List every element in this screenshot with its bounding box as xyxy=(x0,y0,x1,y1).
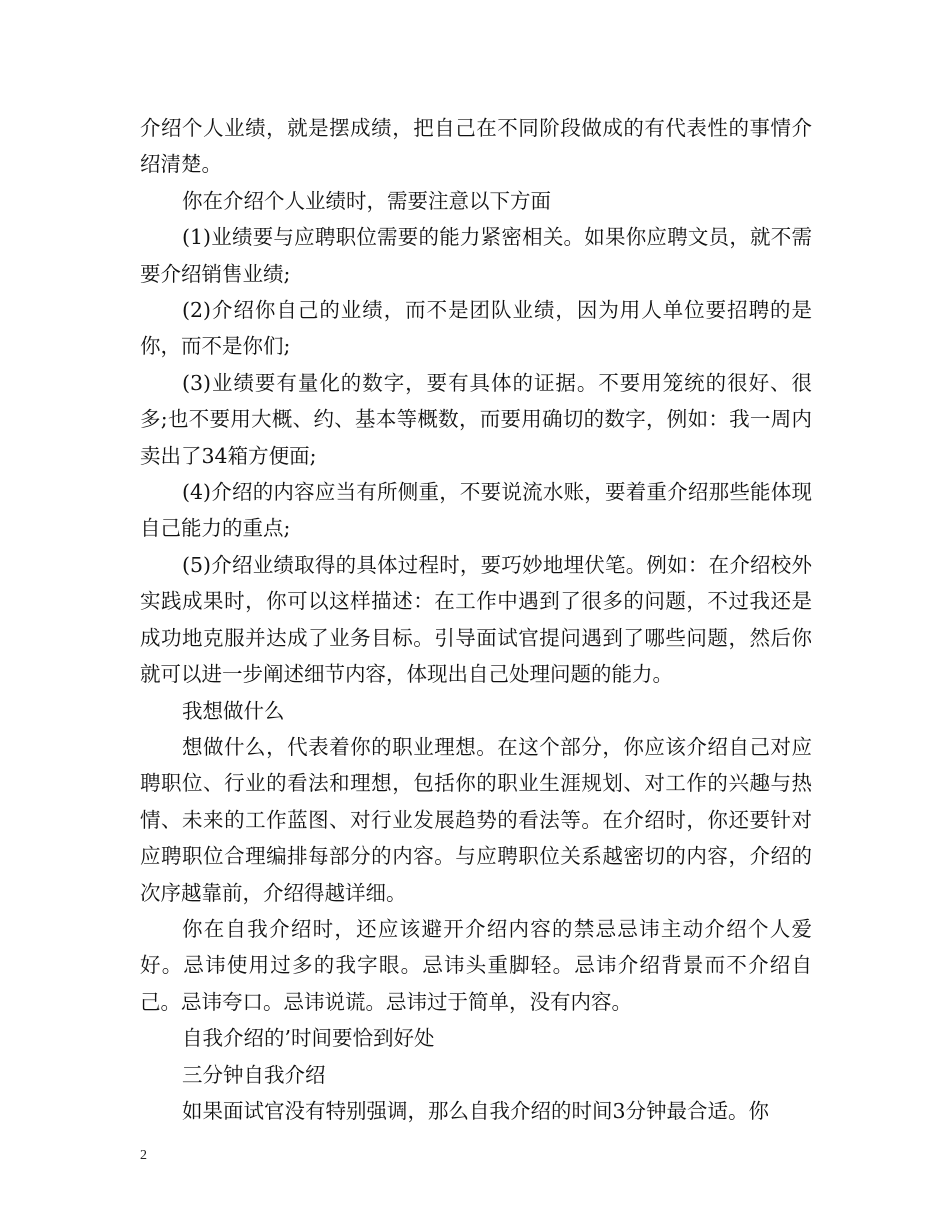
paragraph: 介绍个人业绩，就是摆成绩，把自己在不同阶段做成的有代表性的事情介绍清楚。 xyxy=(140,116,812,177)
paragraph: 你在自我介绍时，还应该避开介绍内容的禁忌忌讳主动介绍个人爱好。忌讳使用过多的我字眼。忌讳头重脚轻。忌讳介绍背景而不介绍自己。忌讳夸口。忌讳说谎。忌讳过于简单，没有内容。 xyxy=(140,916,812,1014)
paragraph: 想做什么，代表着你的职业理想。在这个部分，你应该介绍自己对应聘职位、行业的看法和理想，包括你的职业生涯规划、对工作的兴趣与热情、未来的工作蓝图、对行业发展趋势的看法等。在介绍时，你还要针对应聘职位合理编排每部分的内容。与应聘职位关系越密切的内容，介绍的次序越靠前，介绍得越详细。 xyxy=(140,734,812,905)
list-item: (4)介绍的内容应当有所侧重，不要说流水账，要着重介绍那些能体现自己能力的重点; xyxy=(140,480,812,541)
list-item: (2)介绍你自己的业绩，而不是团队业绩，因为用人单位要招聘的是你，而不是你们; xyxy=(140,298,812,359)
list-item: (1)业绩要与应聘职位需要的能力紧密相关。如果你应聘文员，就不需要介绍销售业绩; xyxy=(140,225,812,286)
list-item: (3)业绩要有量化的数字，要有具体的证据。不要用笼统的很好、很多;也不要用大概、约、基本等概数，而要用确切的数字，例如：我一周内卖出了34箱方便面; xyxy=(140,370,812,468)
section-heading: 自我介绍的’时间要恰到好处 xyxy=(182,1026,435,1051)
document-body xyxy=(140,110,812,1129)
section-heading: 三分钟自我介绍 xyxy=(182,1062,326,1087)
paragraph: 如果面试官没有特别强调，那么自我介绍的时间3分钟最合适。你 xyxy=(182,1098,770,1123)
paragraph: 你在介绍个人业绩时，需要注意以下方面 xyxy=(182,188,551,213)
list-item: (5)介绍业绩取得的具体过程时，要巧妙地埋伏笔。例如：在介绍校外实践成果时，你可以这样描述：在工作中遇到了很多的问题，不过我还是成功地克服并达成了业务目标。引导面试官提问遇到了哪些问题，然后你就可以进一步阐述细节内容，体现出自己处理问题的能力。 xyxy=(140,552,812,687)
section-heading: 我想做什么 xyxy=(182,698,285,723)
page-number: 2 xyxy=(140,1148,147,1163)
